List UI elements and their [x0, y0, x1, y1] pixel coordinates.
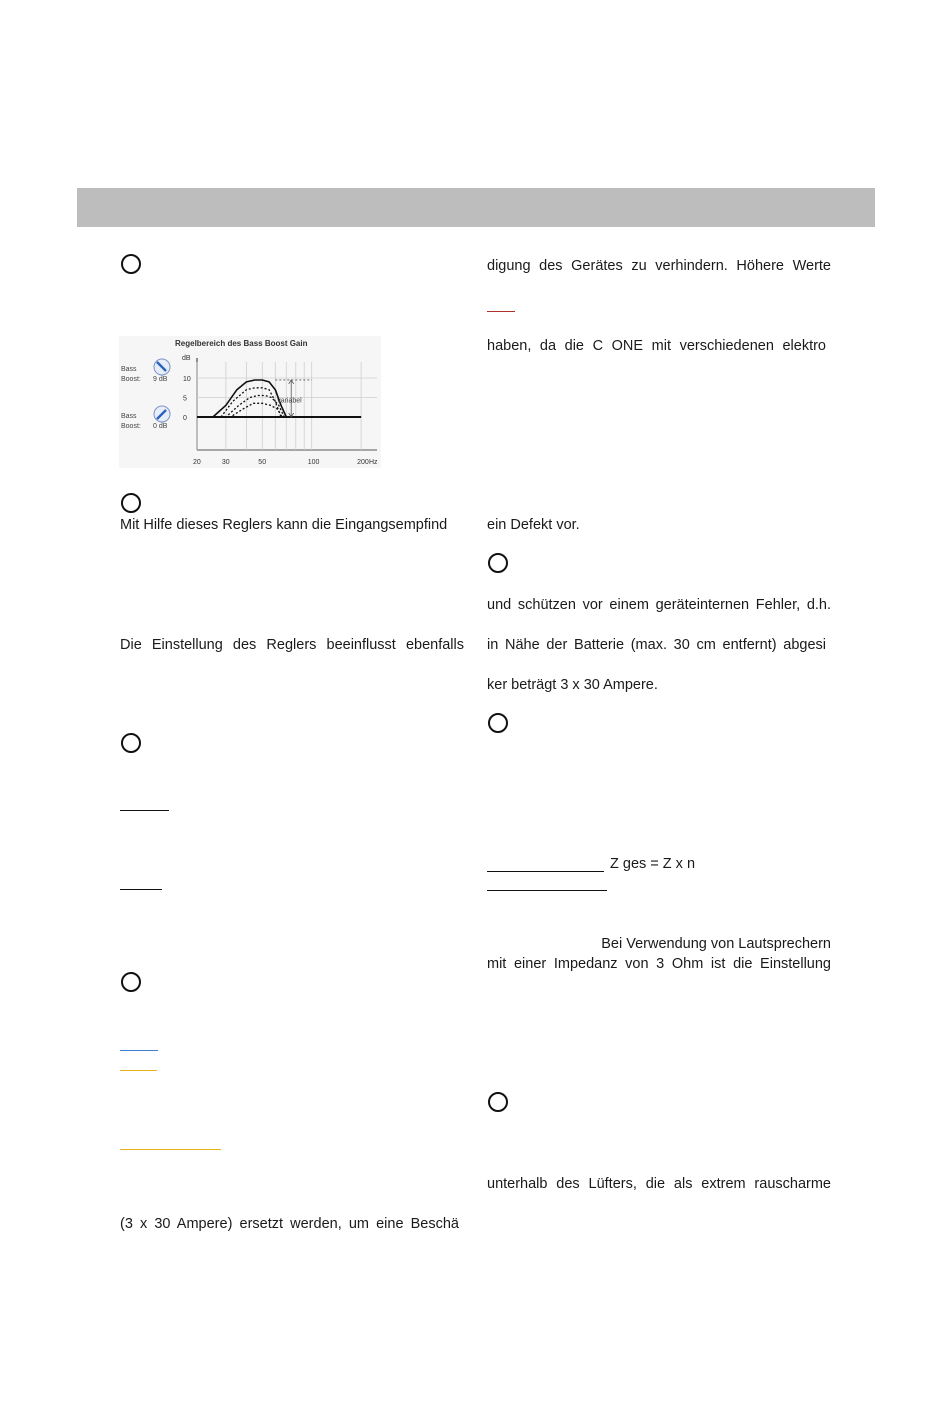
right-paragraph-line-7: Bei Verwendung von Lautsprechern [601, 936, 831, 952]
right-paragraph-line-1: digung des Gerätes zu verhindern. Höhere Werte [487, 258, 831, 274]
right-paragraph-line-3: ein Defekt vor. [487, 517, 580, 533]
chart-y-tick-label: 5 [183, 395, 187, 403]
callout-circle-6 [488, 713, 508, 733]
callout-circle-2 [121, 493, 141, 513]
chart-x-tick-label: 100 [307, 459, 320, 466]
yellow-underline-rule [120, 1070, 157, 1071]
chart-legend-value: 0 dB [153, 423, 168, 430]
callout-circle-4 [121, 972, 141, 992]
underline-rule [120, 810, 169, 811]
left-paragraph-line-2: Die Einstellung des Reglers beeinflusst ebenfalls [120, 637, 464, 653]
chart-ticks [183, 376, 378, 466]
chart-y-tick-label: 0 [183, 415, 187, 422]
chart-legend-value: 9 dB [153, 376, 168, 383]
callout-circle-5 [488, 553, 508, 573]
chart-legend-label: Boost: [121, 376, 141, 383]
yellow-underline-rule [120, 1149, 221, 1150]
chart-legend-label: Bass [121, 366, 137, 373]
knob-icon [154, 406, 170, 422]
left-paragraph-line-3: (3 x 30 Ampere) ersetzt werden, um eine Beschä [120, 1216, 459, 1232]
right-paragraph-line-9: unterhalb des Lüfters, die als extrem rauscharme [487, 1176, 831, 1192]
chart-x-tick-label: 20 [193, 459, 201, 466]
underline-rule [487, 890, 607, 891]
chart-title: Regelbereich des Bass Boost Gain [175, 339, 308, 348]
callout-circle-3 [121, 733, 141, 753]
chart-y-unit: dB [182, 355, 191, 362]
section-header-bar [77, 188, 875, 227]
knob-icon [154, 359, 170, 375]
callout-circle-1 [121, 254, 141, 274]
bass-boost-chart [119, 336, 381, 468]
chart-x-tick-label: Hz [369, 459, 378, 466]
chart-y-tick-label: 10 [183, 376, 191, 383]
right-paragraph-line-8: mit einer Impedanz von 3 Ohm ist die Einstellung [487, 956, 831, 972]
chart-annotation-label: variabel [277, 397, 302, 405]
impedance-formula: Z ges = Z x n [610, 856, 696, 872]
callout-circle-7 [488, 1092, 508, 1112]
chart-annotation [275, 380, 311, 417]
chart-x-tick-label: 50 [258, 459, 267, 466]
chart-legend-item [121, 359, 170, 383]
right-paragraph-line-4: und schützen vor einem geräteinternen Fehler, d.h. [487, 597, 831, 613]
right-paragraph-line-6: ker beträgt 3 x 30 Ampere. [487, 677, 658, 693]
right-paragraph-line-2: haben, da die C ONE mit verschiedenen elektro [487, 338, 826, 354]
right-paragraph-line-5: in Nähe der Batterie (max. 30 cm entfernt) abgesi [487, 637, 826, 653]
chart-legend-item [121, 406, 170, 430]
chart-x-tick-label: 200 [357, 459, 369, 466]
underline-rule [487, 871, 604, 872]
left-paragraph-line-1: Mit Hilfe dieses Reglers kann die Eingangsempfind [120, 517, 448, 533]
chart-svg [119, 336, 381, 468]
chart-legend-label: Boost: [121, 423, 141, 430]
chart-legend [121, 359, 170, 430]
blue-underline-rule [120, 1050, 158, 1051]
underline-rule [120, 889, 162, 890]
red-underline-rule [487, 311, 515, 312]
chart-x-tick-label: 30 [221, 459, 230, 466]
chart-legend-label: Bass [121, 413, 137, 420]
